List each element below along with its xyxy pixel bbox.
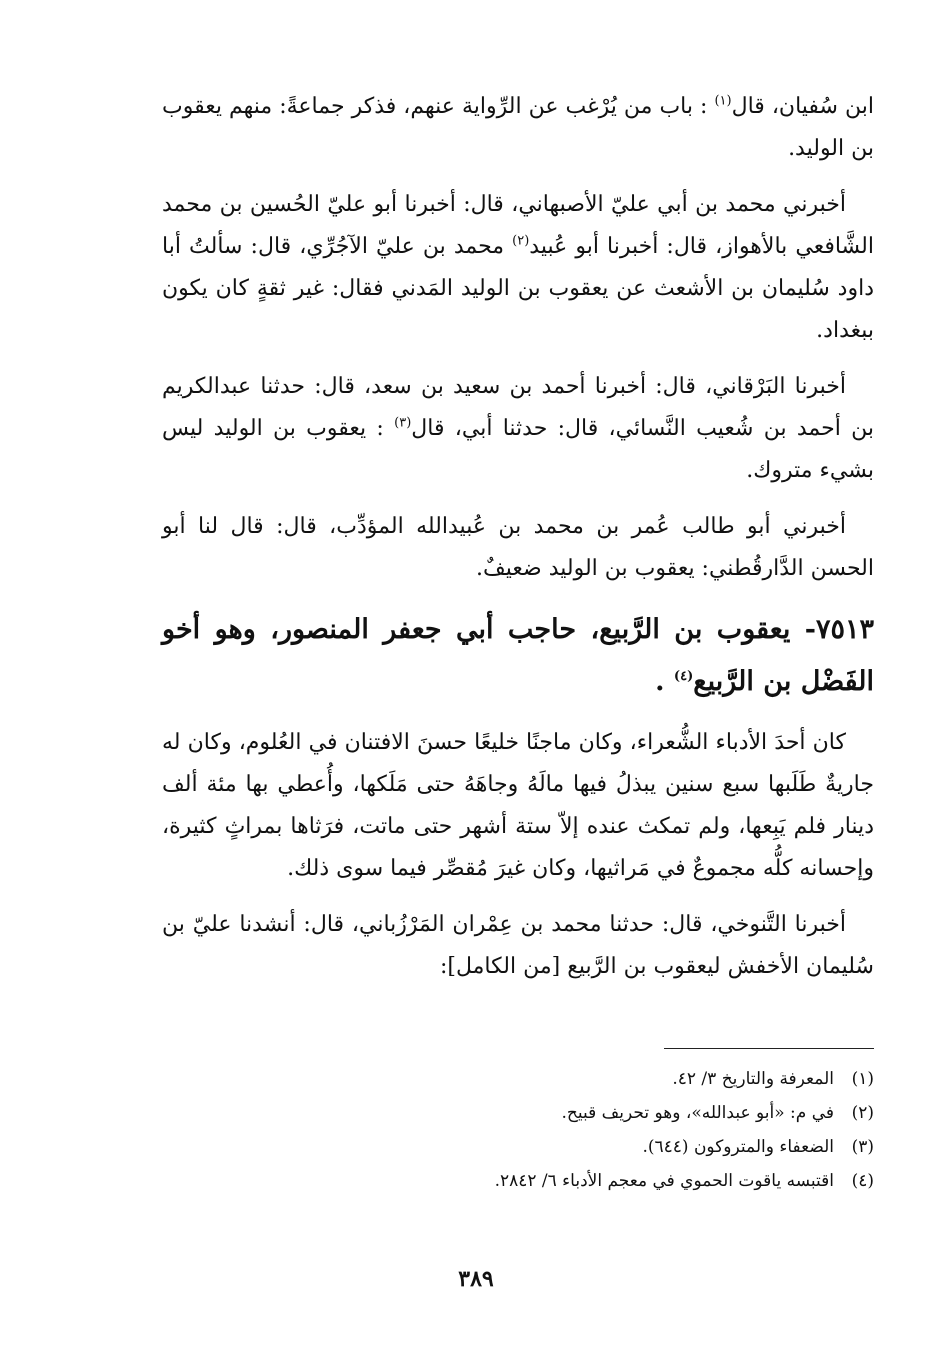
footnote-ref-3[interactable]: (٣) <box>394 415 412 431</box>
paragraph-3-text-cont: : يعقوب بن الوليد ليس بشيء متروك. <box>162 416 874 483</box>
footnote-number: (١) <box>851 1069 874 1089</box>
paragraph-4 <box>162 506 874 590</box>
footnote-number: (٣) <box>851 1137 874 1157</box>
paragraph-2 <box>162 184 874 352</box>
paragraph-1-text: ابن سُفيان، قال <box>731 94 874 119</box>
paragraph-1 <box>162 86 874 170</box>
footnote-4 <box>162 1164 874 1198</box>
page-body <box>162 86 874 1002</box>
entry-heading-cont: . <box>655 666 674 697</box>
paragraph-2-text: أخبرني محمد بن أبي عليّ الأصبهاني، قال: أخبرنا أبو عليّ الحُسين بن محمد الشَّافعي بالأهواز، قال: أخبرنا أبو عُبيد <box>162 192 874 259</box>
entry-heading-text: ٧٥١٣- يعقوب بن الرَّبيع، حاجب أبي جعفر المنصور، وهو أخو الفَضْل بن الرَّبيع <box>162 614 874 697</box>
footnote-ref-1[interactable]: (١) <box>714 93 732 109</box>
paragraph-4-text: أخبرني أبو طالب عُمر بن محمد بن عُبيدالله المؤدِّب، قال: قال لنا أبو الحسن الدَّارقُطني: يعقوب بن الوليد ضعيفٌ. <box>162 514 874 581</box>
entry-heading <box>162 604 874 708</box>
footnote-ref-4[interactable]: (٤) <box>673 669 694 684</box>
paragraph-2-text-cont: محمد بن عليّ الآجُرِّي، قال: سألتُ أبا داود سُليمان بن الأشعث عن يعقوب بن الوليد المَدني فقال: غير ثقةٍ كان يكون ببغداد. <box>162 234 874 343</box>
footnote-text: اقتبسه ياقوت الحموي في معجم الأدباء ٦/ ٢٨٤٢. <box>494 1171 834 1191</box>
footnote-text: المعرفة والتاريخ ٣/ ٤٢. <box>672 1069 834 1089</box>
footnote-text: الضعفاء والمتروكون (٦٤٤). <box>642 1137 834 1157</box>
footnote-ref-2[interactable]: (٢) <box>512 233 530 249</box>
footnote-3 <box>162 1130 874 1164</box>
paragraph-5: كان أحدَ الأدباء الشُّعراء، وكان ماجنًا خليعًا حسنَ الافتنان في العُلوم، وكان له جاريةٌ طَلَبها سبع سنين يبذلُ فيها مالَهُ وجاهَهُ حتى مَلَكها، وأُعطي بها مئة ألف دينار فلم يَبِعها، ولم تمكث عنده إلاّ ستة أشهر حتى ماتت، فرَثاها بمراثٍ كثيرة، وإحسانه كلُّه مجموعٌ في مَراثيها، وكان غيرَ مُقصِّر فيما سوى ذلك. <box>162 730 874 881</box>
footnote-number: (٤) <box>851 1171 874 1191</box>
page-number: ٣٨٩ <box>458 1266 494 1292</box>
footnote-number: (٢) <box>851 1103 874 1123</box>
paragraph-6: أخبرنا التَّنوخي، قال: حدثنا محمد بن عِمْران المَرْزُباني، قال: أنشدنا عليّ بن سُليمان الأخفش ليعقوب بن الرَّبيع [من الكامل]: <box>162 912 874 979</box>
footnote-text: في م: «أبو عبدالله»، وهو تحريف قبيح. <box>561 1103 834 1123</box>
paragraph-3 <box>162 366 874 492</box>
footnote-2 <box>162 1096 874 1130</box>
footnote-1 <box>162 1062 874 1096</box>
footnote-divider <box>664 1048 874 1049</box>
footnotes <box>162 1062 874 1198</box>
paragraph-1-text-cont: : باب من يُرْغب عن الرِّواية عنهم، فذكر جماعةً: منهم يعقوب بن الوليد. <box>162 94 874 161</box>
paragraph-3-text: أخبرنا البَرْقاني، قال: أخبرنا أحمد بن سعيد بن سعد، قال: حدثنا عبدالكريم بن أحمد بن شُعيب النَّسائي، قال: حدثنا أبي، قال <box>162 374 875 441</box>
